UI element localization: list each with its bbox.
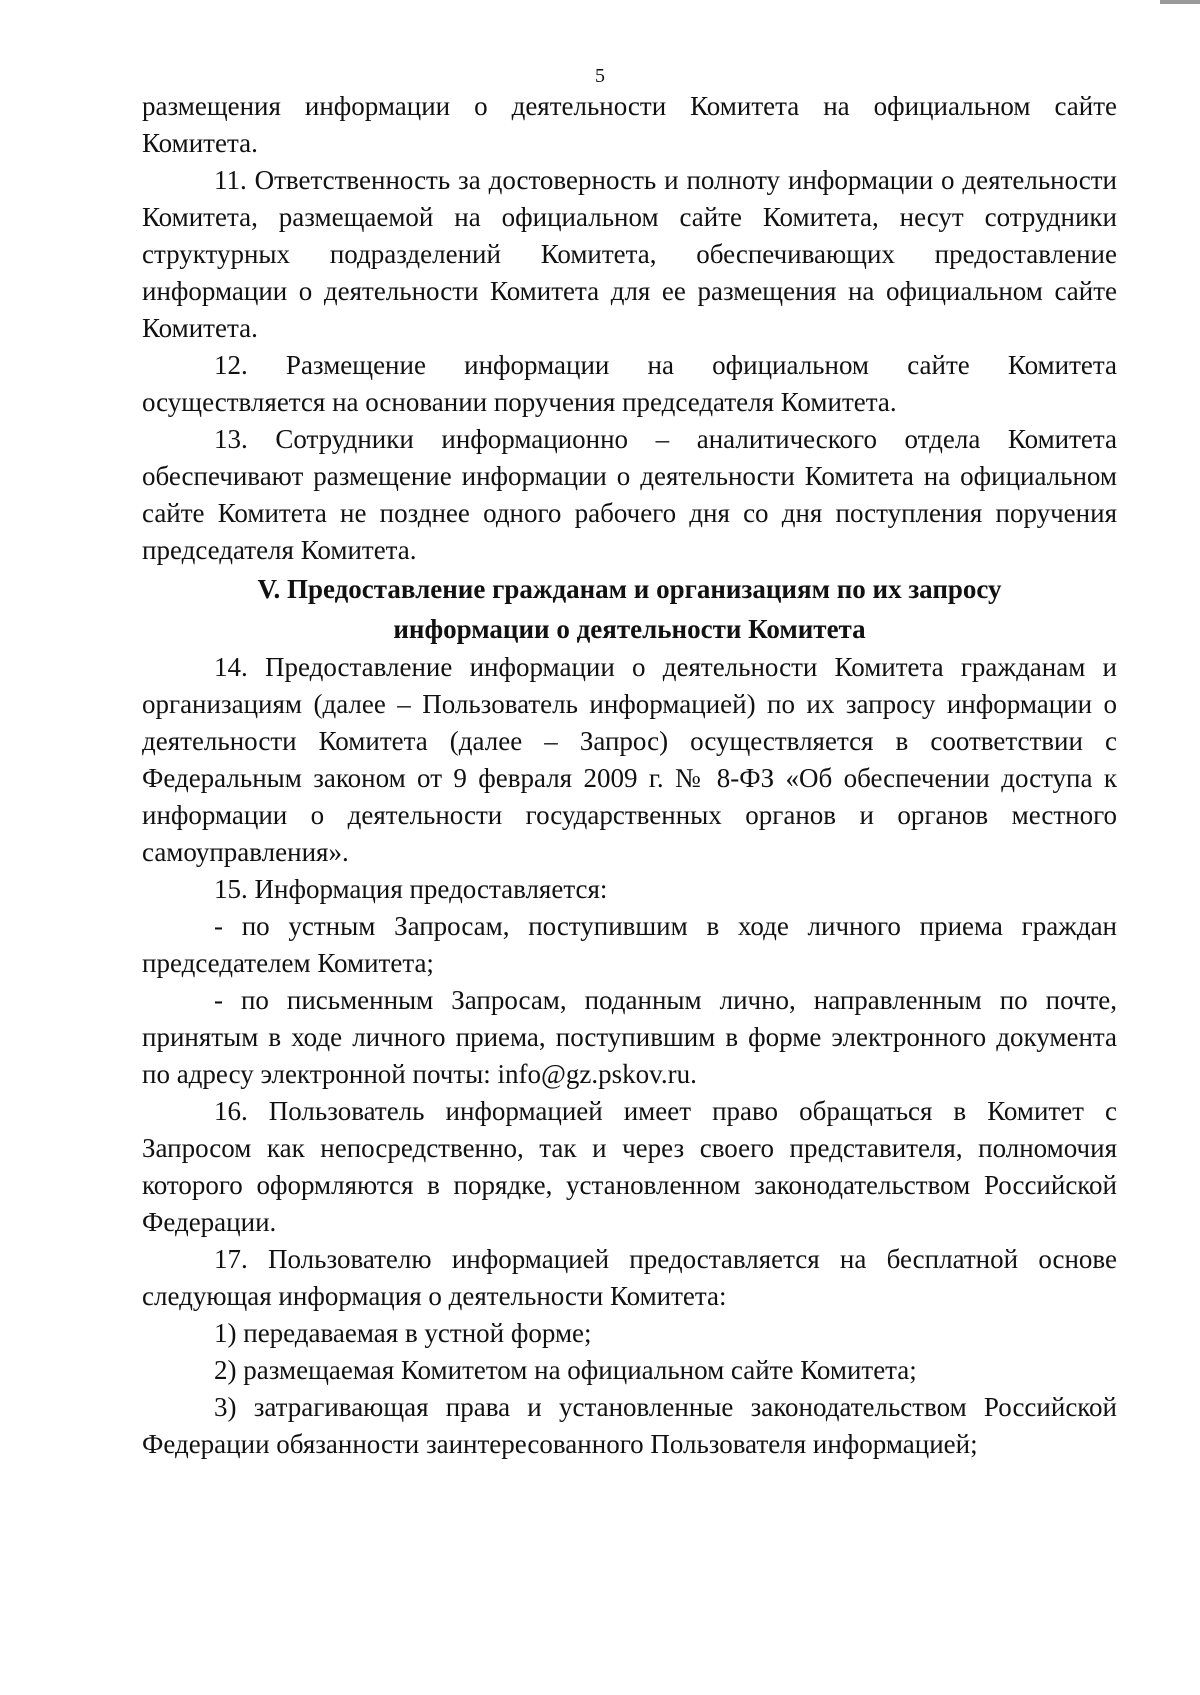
paragraph-14: 14. Предоставление информации о деятельности Комитета гражданам и организациям (далее – Пользователь информацией) по их запросу информации о деятельности Комитета (далее – Запрос) осуществляется в соответствии с Федеральным законом от 9 февраля 2009 г. № 8-ФЗ «Об обеспечении доступа к информации о деятельности государственных органов и органов местного самоуправления». (142, 652, 1117, 867)
paragraph-continuation: размещения информации о деятельности Комитета на официальном сайте Комитета. (142, 91, 1117, 158)
document-body (142, 88, 1117, 1463)
list-item-2: 2) размещаемая Комитетом на официальном сайте Комитета; (214, 1355, 917, 1385)
scan-corner-mark (1160, 0, 1200, 4)
section-heading-line-1: V. Предоставление гражданам и организациям по их запросу (257, 574, 1002, 604)
paragraph-12: 12. Размещение информации на официальном сайте Комитета осуществляется на основании поручения председателя Комитета. (142, 350, 1117, 417)
paragraph-17: 17. Пользователю информацией предоставляется на бесплатной основе следующая информация о деятельности Комитета: (142, 1244, 1117, 1311)
paragraph-15: 15. Информация предоставляется: (214, 874, 608, 904)
section-heading-line-2: информации о деятельности Комитета (393, 614, 866, 644)
page-number: 5 (595, 65, 605, 87)
list-item-1: 1) передаваемая в устной форме; (214, 1318, 592, 1348)
paragraph-16: 16. Пользователь информацией имеет право обращаться в Комитет с Запросом как непосредственно, так и через своего представителя, полномочия которого оформляются в порядке, установленном законодательством Российской Федерации. (142, 1096, 1117, 1237)
paragraph-13: 13. Сотрудники информационно – аналитического отдела Комитета обеспечивают размещение информации о деятельности Комитета на официальном сайте Комитета не позднее одного рабочего дня со дня поступления поручения председателя Комитета. (142, 424, 1117, 565)
list-item-3: 3) затрагивающая права и установленные законодательством Российской Федерации обязанности заинтересованного Пользователя информацией; (142, 1392, 1117, 1459)
paragraph-11: 11. Ответственность за достоверность и полноту информации о деятельности Комитета, размещаемой на официальном сайте Комитета, несут сотрудники структурных подразделений Комитета, обеспечивающих предоставление информации о деятельности Комитета для ее размещения на официальном сайте Комитета. (142, 165, 1117, 343)
section-heading (142, 569, 1117, 649)
list-item-oral-requests: - по устным Запросам, поступившим в ходе личного приема граждан председателем Комитета; (142, 911, 1117, 978)
list-item-written-requests: - по письменным Запросам, поданным лично, направленным по почте, принятым в ходе личного приема, поступившим в форме электронного документа по адресу электронной почты: info@gz.pskov.ru. (142, 985, 1117, 1089)
